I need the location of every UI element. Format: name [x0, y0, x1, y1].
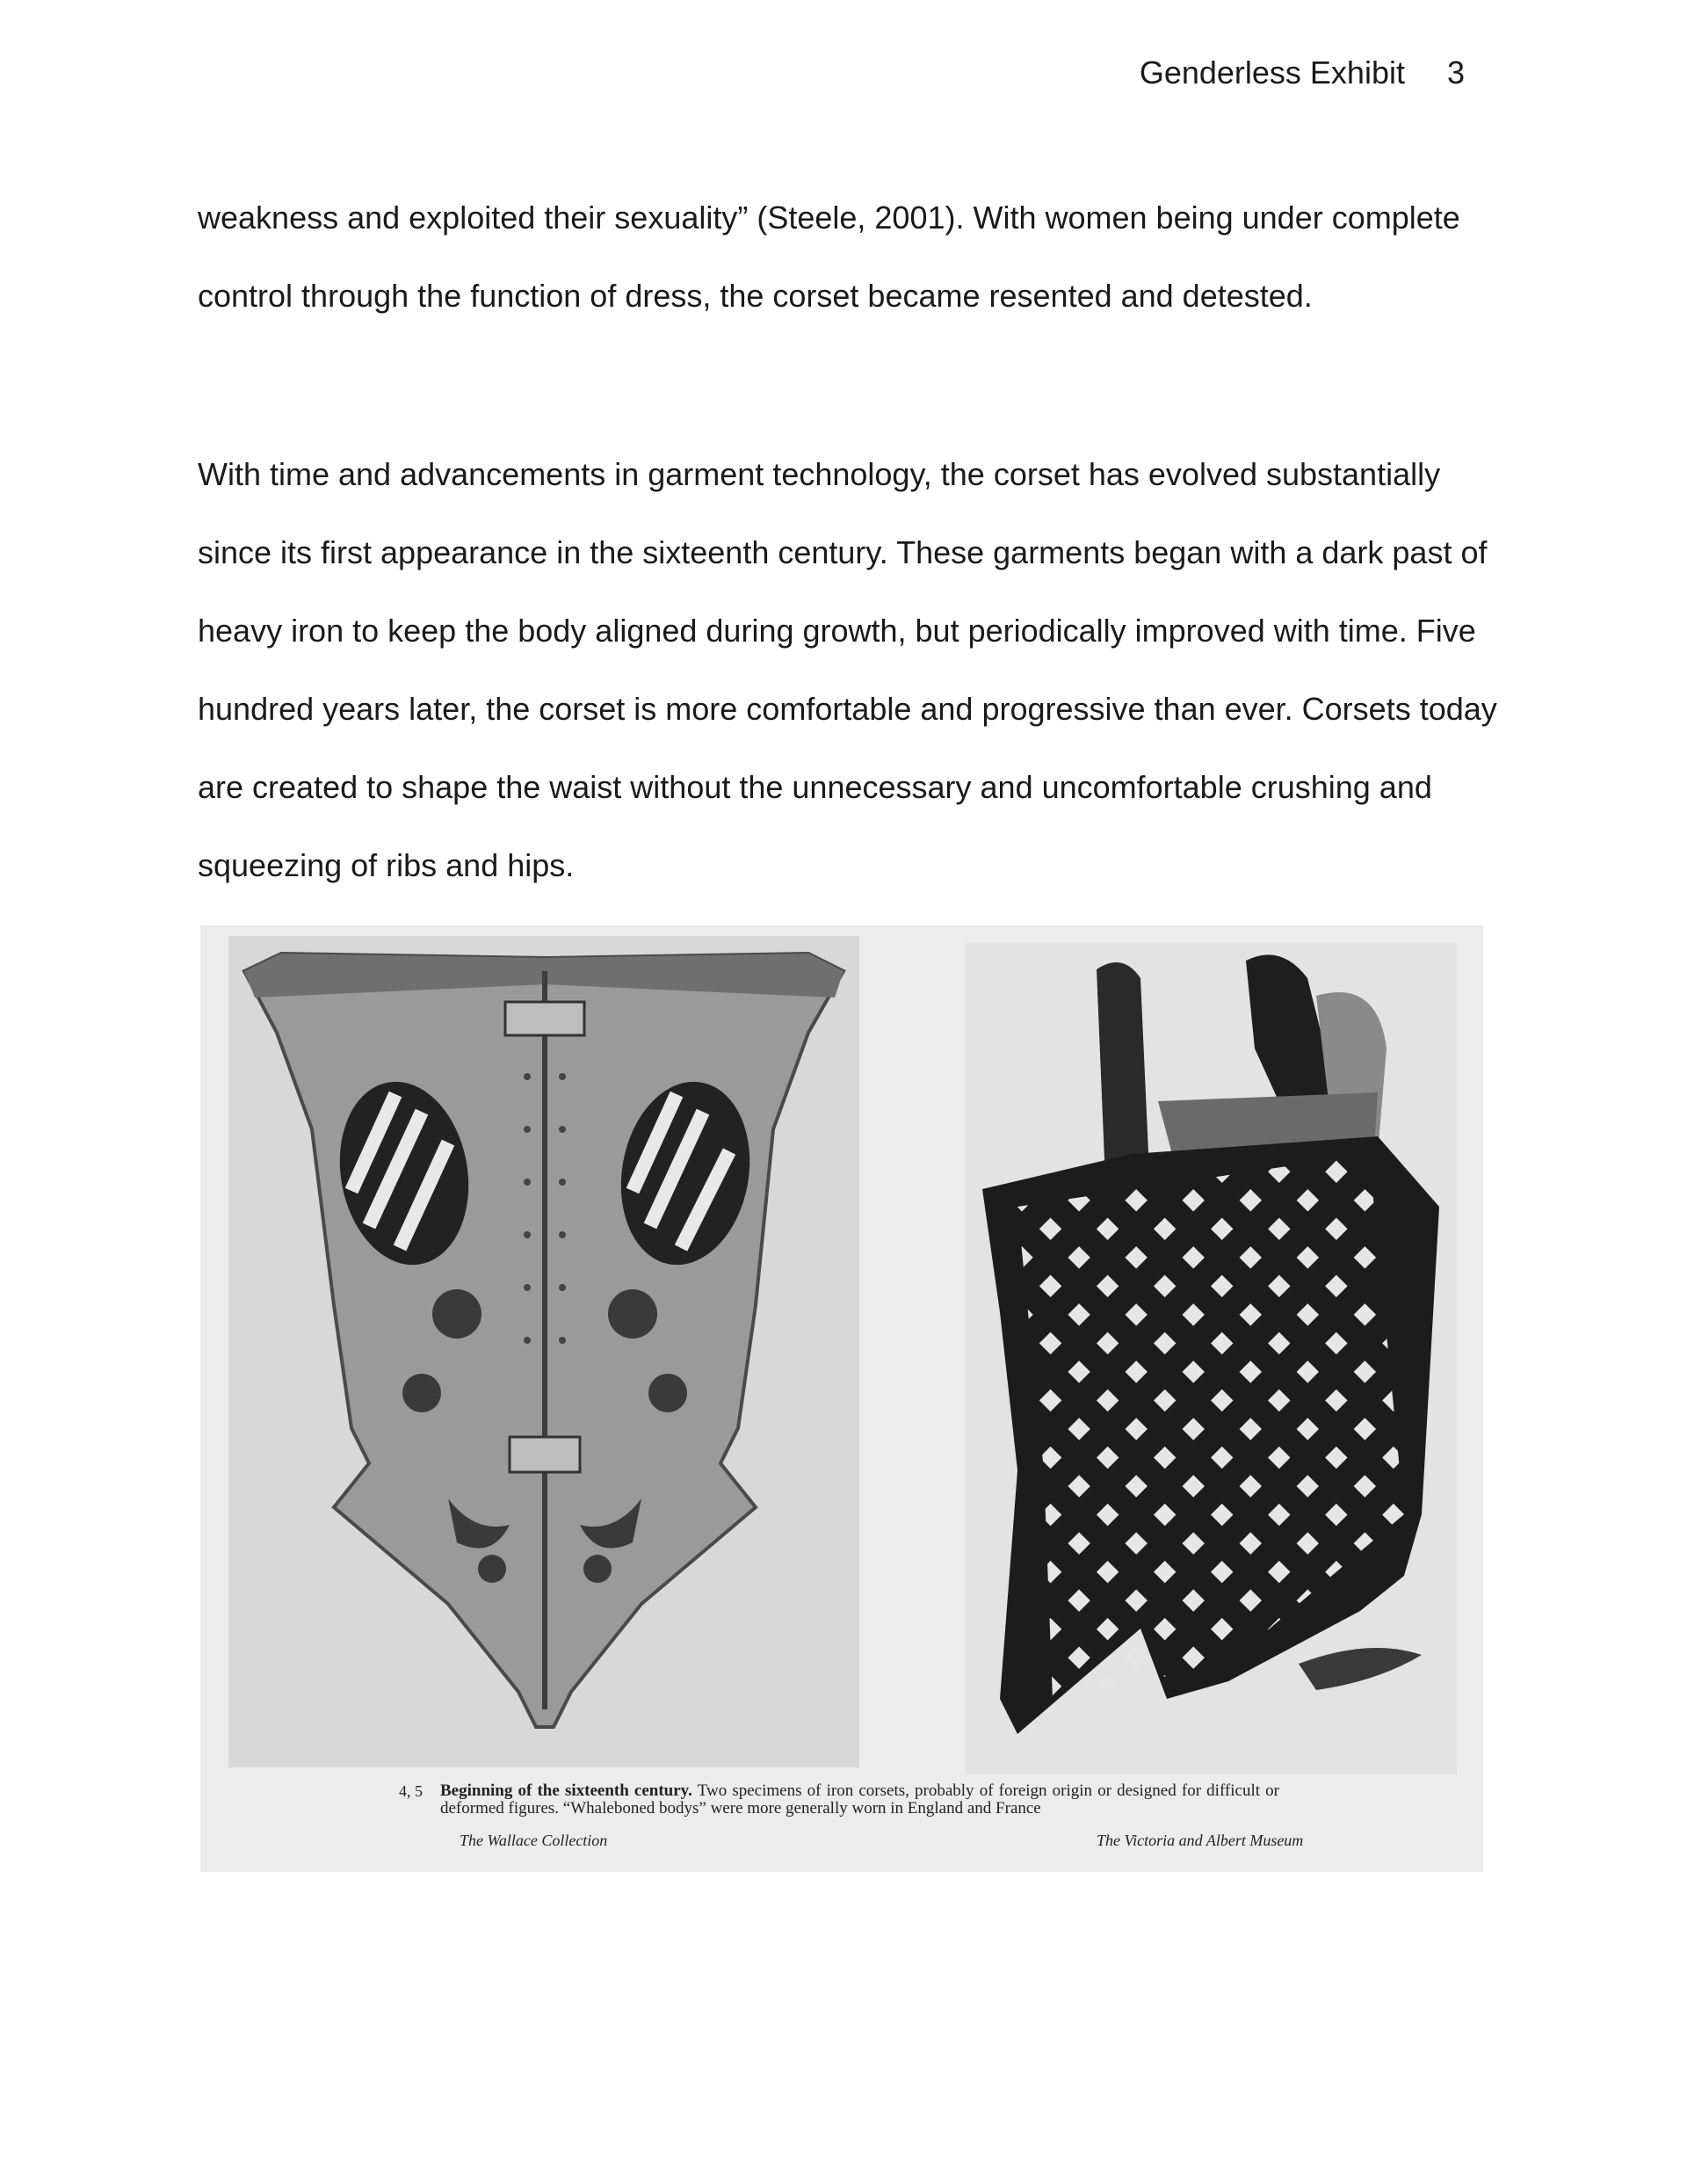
- corset-figure: [200, 925, 1483, 1872]
- iron-corset-photo-left: [228, 936, 859, 1767]
- credit-left: The Wallace Collection: [460, 1832, 608, 1849]
- running-title: Genderless Exhibit: [1139, 54, 1405, 91]
- perforated-corset-illustration: [965, 943, 1457, 1774]
- paragraph-2: With time and advancements in garment technology, the corset has evolved substantially since its first appearance in the sixteenth century. These garments began with a dark past of heavy iron to keep the body aligned during growth, but periodically improved with time. Five hundred years later, the corset is more comfortable and progressive than ever. Corsets today are created to shape the waist without the unnecessary and uncomfortable crushing and squeezing of ribs and hips.: [198, 456, 1497, 883]
- caption-heading: Beginning of the sixteenth century.: [440, 1781, 692, 1800]
- paragraph-1: weakness and exploited their sexuality” (Steele, 2001). With women being under complete control through the function of dress, the corset became resented and detested.: [198, 200, 1460, 314]
- page-number: 3: [1446, 54, 1465, 91]
- caption-body: Two specimens of iron corsets, probably of foreign origin or designed for difficult or deformed figures. “Whaleboned bodys” were more generally worn in England and France: [440, 1781, 1279, 1818]
- running-header: [1140, 54, 1465, 91]
- iron-corset-illustration: [228, 936, 859, 1767]
- iron-corset-photo-right: [965, 943, 1457, 1774]
- credit-right: The Victoria and Albert Museum: [1097, 1832, 1304, 1849]
- plate-numbers: 4, 5: [399, 1782, 423, 1800]
- caption-text-block: [440, 1782, 1279, 1818]
